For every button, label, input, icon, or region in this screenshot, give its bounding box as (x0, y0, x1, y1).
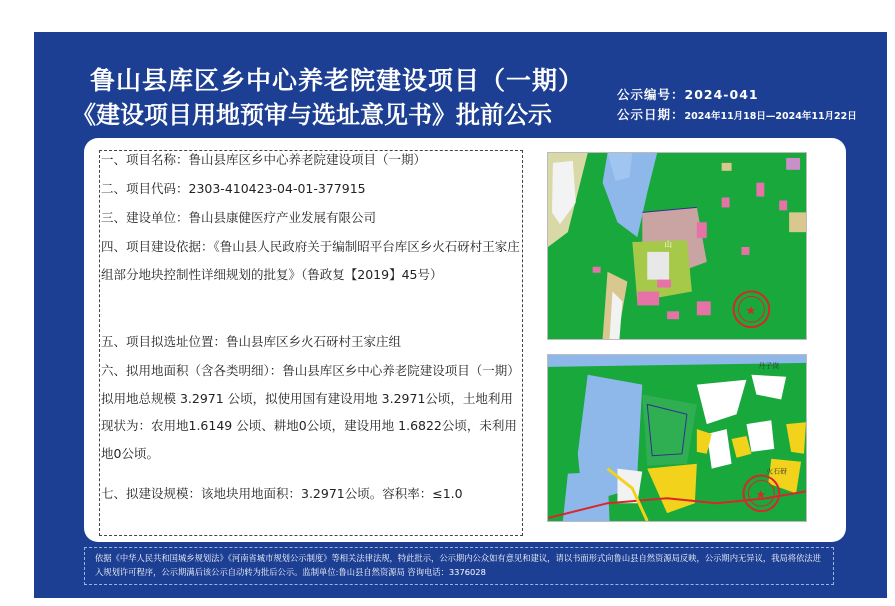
notice-date-label: 公示日期： (617, 107, 685, 122)
notice-date (617, 105, 857, 123)
project-code: 二、项目代码：2303-410423-04-01-377915 (101, 181, 366, 196)
footer-notice: 依据《中华人民共和国城乡规划法》《河南省城市规划公示制度》等相关法律法规，特此批示，公示期内公众如有意见和建议，请以书面形式向鲁山县自然资源局反映，公示期内无异议，我局将依法进入规划许可程序，公示期满后该公示自动转为批后公示。监制单位:鲁山县自然资源局 咨询电话：3376028 (84, 547, 834, 585)
project-name: 一、项目名称：鲁山县库区乡中心养老院建设项目（一期） (101, 152, 427, 167)
construction-unit: 三、建设单位：鲁山县康健医疗产业发展有限公司 (101, 210, 377, 225)
notice-number-value: 2024-041 (684, 87, 759, 102)
map2-place-label-bottom: 火石砑 (766, 467, 788, 476)
notice-number-label: 公示编号： (617, 87, 685, 102)
land-use-map (547, 354, 807, 522)
title-line-2: 《建设项目用地预审与选址意见书》批前公示 (72, 101, 552, 129)
land-area: 六、拟用地面积（含各类明细）：鲁山县库区乡中心养老院建设项目（一期）拟用地总规模 3.2971 公顷，拟使用国有建设用地 3.2971公顷，土地利用现状为：农用地1.6149 公顷、耕地0公顷，建设用地 1.6822公顷，未利用地0公顷。 (101, 363, 520, 461)
planning-map (547, 152, 807, 340)
map1-place-label: 山 (664, 239, 673, 249)
notice-date-value: 2024年11月18日—2024年11月22日 (684, 111, 857, 122)
title-line-1: 鲁山县库区乡中心养老院建设项目（一期） (90, 66, 585, 95)
svg-text:★: ★ (745, 303, 757, 318)
construction-scale: 七、拟建设规模：该地块用地面积：3.2971公顷。容积率：≤1.0 (101, 486, 463, 501)
notice-number (617, 85, 759, 103)
map2-place-label-top: 丹子岗 (758, 361, 780, 370)
construction-basis: 四、项目建设依据：《鲁山县人民政府关于编制昭平台库区乡火石砑村王家庄组部分地块控制性详细规划的批复》（鲁政复【2019】45号） (101, 239, 520, 282)
site-location: 五、项目拟选址位置：鲁山县库区乡火石砑村王家庄组 (101, 334, 402, 349)
svg-text:★: ★ (755, 487, 767, 502)
